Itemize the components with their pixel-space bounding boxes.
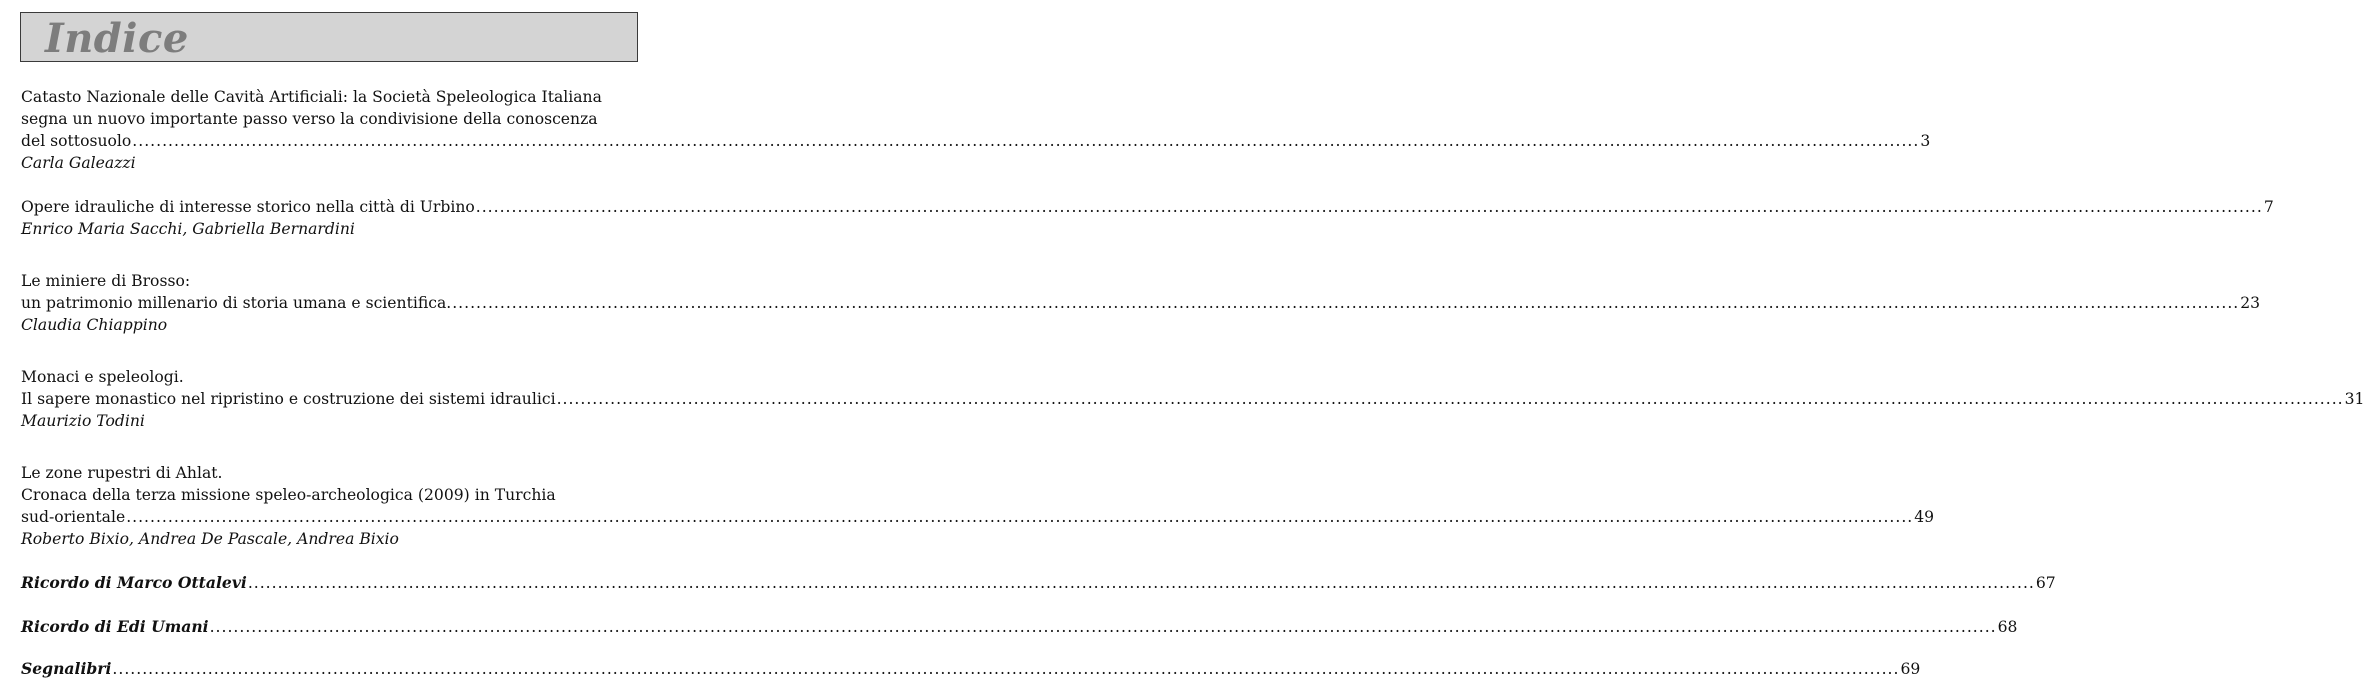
entry-title-text: Ricordo di Marco Ottalevi xyxy=(21,573,247,592)
dot-leader: ............................................................................................................................................................................................................................................................................................................ xyxy=(132,132,1920,150)
entry-title-line: Catasto Nazionale delle Cavità Artificiali: la Società Speleologica Italiana xyxy=(21,88,602,106)
title-banner xyxy=(20,12,638,62)
entry-title-text: Ricordo di Edi Umani xyxy=(21,617,209,636)
entry-title-text: del sottosuolo xyxy=(21,132,132,150)
entry-title-last-line xyxy=(21,616,2018,638)
entry-title-text: Opere idrauliche di interesse storico nella città di Urbino xyxy=(21,198,475,216)
entry-title-last-line xyxy=(21,196,2274,218)
entry-title-text: sud-orientale xyxy=(21,508,126,526)
entry-title-line: Le zone rupestri di Ahlat. xyxy=(21,464,223,482)
toc-entry[interactable] xyxy=(21,366,2364,432)
entry-title-line: Le miniere di Brosso: xyxy=(21,272,191,290)
page-number: 31 xyxy=(2344,390,2364,408)
entry-authors: Enrico Maria Sacchi, Gabriella Bernardini xyxy=(21,220,355,238)
entry-title-last-line xyxy=(21,292,2261,314)
dot-leader: ............................................................................................................................................................................................................................................................................................................ xyxy=(126,508,1914,526)
page-number: 7 xyxy=(2263,198,2274,216)
page-number: 49 xyxy=(1914,508,1935,526)
page-number: 68 xyxy=(1997,618,2018,636)
toc-entry[interactable] xyxy=(21,86,1931,174)
entry-authors: Maurizio Todini xyxy=(21,412,145,430)
toc-entry[interactable] xyxy=(21,462,1935,550)
entry-title-last-line xyxy=(21,506,1935,528)
toc-entry[interactable] xyxy=(21,196,2274,240)
toc-entry[interactable] xyxy=(21,572,2056,594)
page-number: 67 xyxy=(2035,574,2056,592)
entry-title-last-line xyxy=(21,388,2364,410)
dot-leader: ............................................................................................................................................................................................................................................................................................................ xyxy=(112,660,1900,678)
entry-title-text: un patrimonio millenario di storia umana e scientifica. xyxy=(21,294,452,312)
entry-title-line: Cronaca della terza missione speleo-archeologica (2009) in Turchia xyxy=(21,486,556,504)
page-number: 23 xyxy=(2240,294,2261,312)
entry-title-last-line xyxy=(21,130,1931,152)
dot-leader: ............................................................................................................................................................................................................................................................................................................ xyxy=(475,198,2263,216)
toc-entry[interactable] xyxy=(21,658,1921,680)
entry-title-last-line xyxy=(21,572,2056,594)
entry-title-line: segna un nuovo importante passo verso la condivisione della conoscenza xyxy=(21,110,598,128)
dot-leader: ............................................................................................................................................................................................................................................................................................................ xyxy=(247,574,2035,592)
dot-leader: ............................................................................................................................................................................................................................................................................................................ xyxy=(209,618,1997,636)
page-number: 69 xyxy=(1900,660,1921,678)
entry-authors: Claudia Chiappino xyxy=(21,316,168,334)
entry-authors: Roberto Bixio, Andrea De Pascale, Andrea Bixio xyxy=(21,530,399,548)
toc-entry[interactable] xyxy=(21,270,2261,336)
entry-title-text: Il sapere monastico nel ripristino e costruzione dei sistemi idraulici xyxy=(21,390,556,408)
entry-title-line: Monaci e speleologi. xyxy=(21,368,184,386)
dot-leader: ............................................................................................................................................................................................................................................................................................................ xyxy=(452,294,2240,312)
entry-title-last-line xyxy=(21,658,1921,680)
page-title: Indice xyxy=(45,15,189,62)
page-number: 3 xyxy=(1920,132,1931,150)
toc-entry[interactable] xyxy=(21,616,2018,638)
entry-authors: Carla Galeazzi xyxy=(21,154,136,172)
dot-leader: ............................................................................................................................................................................................................................................................................................................ xyxy=(556,390,2344,408)
entry-title-text: Segnalibri xyxy=(21,659,112,678)
